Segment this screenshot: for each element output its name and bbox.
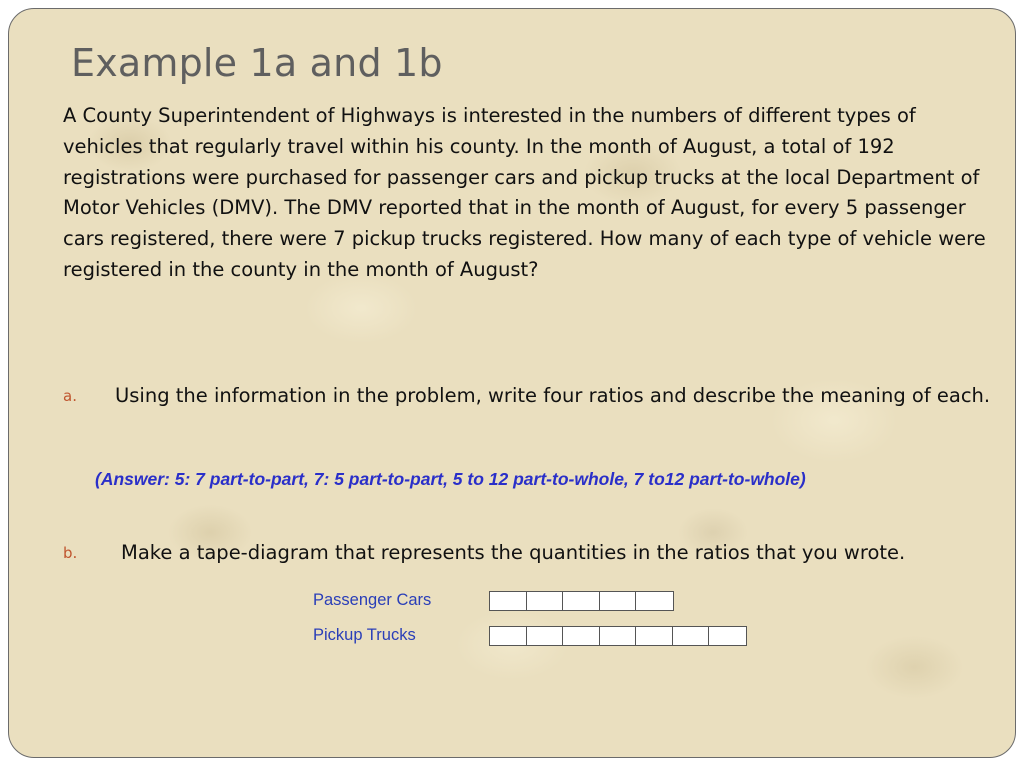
- tape-unit-cell: [490, 592, 527, 610]
- tape-passenger-cars: [489, 591, 674, 611]
- tape-unit-cell: [709, 627, 746, 645]
- part-a-text: Using the information in the problem, write four ratios and describe the meaning of each.: [115, 384, 991, 407]
- slide-title: Example 1a and 1b: [71, 41, 443, 85]
- part-b: [63, 530, 993, 576]
- tape-unit-cell: [636, 627, 673, 645]
- slide: [8, 8, 1016, 758]
- answer-text: (Answer: 5: 7 part-to-part, 7: 5 part-to-part, 5 to 12 part-to-whole, 7 to12 part-to-whole): [95, 469, 806, 489]
- part-a-marker: a.: [63, 387, 77, 405]
- tape-unit-cell: [527, 627, 564, 645]
- part-b-text: Make a tape-diagram that represents the quantities in the ratios that you wrote.: [121, 541, 906, 564]
- tape-label-passenger-cars: Passenger Cars: [313, 591, 432, 609]
- tape-unit-cell: [563, 592, 600, 610]
- tape-unit-cell: [490, 627, 527, 645]
- tape-unit-cell: [636, 592, 673, 610]
- tape-label-pickup-trucks: Pickup Trucks: [313, 626, 416, 644]
- tape-unit-cell: [527, 592, 564, 610]
- tape-unit-cell: [600, 592, 637, 610]
- part-b-marker: b.: [63, 544, 78, 562]
- part-a: [63, 373, 993, 419]
- tape-unit-cell: [563, 627, 600, 645]
- tape-unit-cell: [673, 627, 710, 645]
- tape-pickup-trucks: [489, 626, 747, 646]
- problem-text: A County Superintendent of Highways is interested in the numbers of different types of vehicles that regularly travel within his county. In the month of August, a total of 192 registrations were purchased for passenger cars and pickup trucks at the local Department of Motor Vehicles (DMV). The DMV reported that in the month of August, for every 5 passenger cars registered, there were 7 pickup trucks registered. How many of each type of vehicle were registered in the county in the month of August?: [63, 104, 986, 281]
- tape-unit-cell: [600, 627, 637, 645]
